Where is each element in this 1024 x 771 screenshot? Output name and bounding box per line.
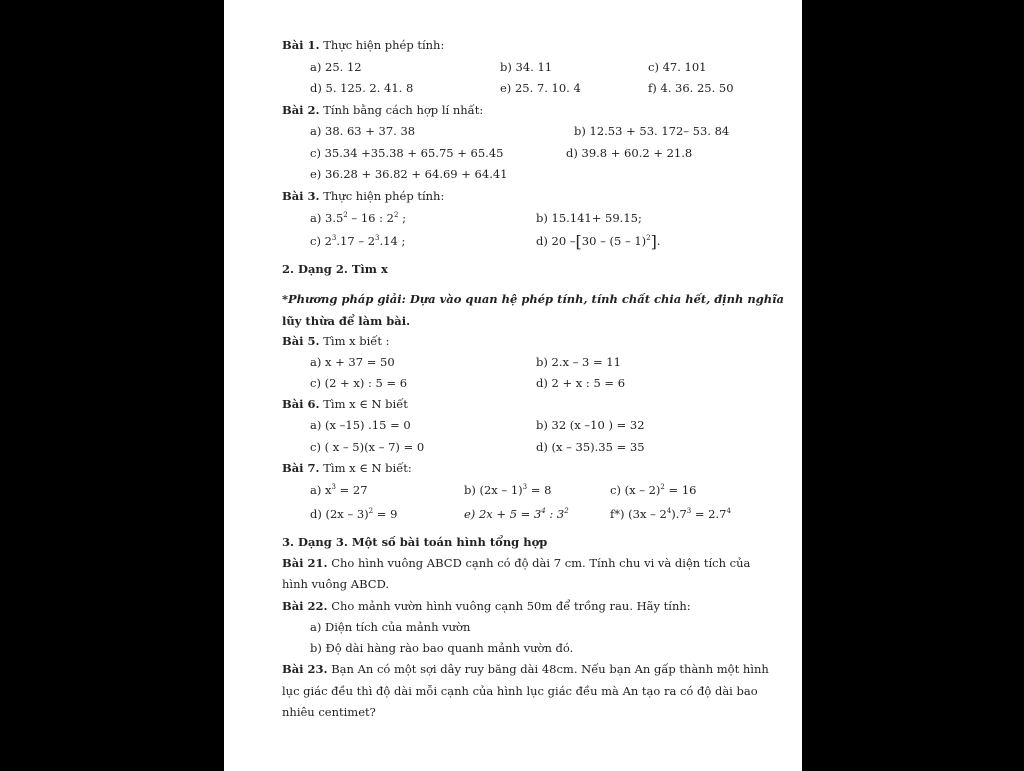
bai-7-f: f*) $(3x - 2^4).7^3 = 2.7^4$ bbox=[610, 507, 731, 521]
bai-2-a: a) 38. 63 + 37. 38 bbox=[310, 124, 416, 138]
bai-6-heading bbox=[282, 397, 408, 411]
bai-5-b: b) 2.x – 3 = 11 bbox=[536, 355, 621, 369]
bai-1-heading bbox=[282, 38, 444, 52]
bai-23-line-3: nhiêu centimet? bbox=[282, 705, 376, 719]
bai-2-b: b) 12.53 + 53. 172– 53. 84 bbox=[574, 124, 730, 138]
bai-7-d: d) (2x – 3)$^2$ = 9 bbox=[310, 507, 398, 521]
bai-1-label: Bài 1. bbox=[282, 38, 320, 52]
bai-6-b: b) 32 (x –10 ) = 32 bbox=[536, 418, 645, 432]
bai-1-f: f) 4. 36. 25. 50 bbox=[648, 81, 734, 95]
bai-3-b: b) 15.141+ 59.15; bbox=[536, 211, 642, 225]
bai-5-title: Tìm x biết : bbox=[323, 334, 390, 348]
bai-2-heading bbox=[282, 103, 483, 117]
bai-2-e: e) 36.28 + 36.82 + 64.69 + 64.41 bbox=[310, 167, 508, 181]
bai-2-c: c) 35.34 +35.38 + 65.75 + 65.45 bbox=[310, 146, 504, 160]
bai-1-d: d) 5. 125. 2. 41. 8 bbox=[310, 81, 414, 95]
bai-6-d: d) (x – 35).35 = 35 bbox=[536, 440, 645, 454]
bai-23-label: Bài 23. bbox=[282, 662, 328, 676]
bai-22-a: a) Diện tích của mảnh vườn bbox=[310, 620, 471, 634]
bai-1-e: e) 25. 7. 10. 4 bbox=[500, 81, 581, 95]
bai-3-title: Thực hiện phép tính: bbox=[323, 189, 445, 203]
bai-1-a: a) 25. 12 bbox=[310, 60, 362, 74]
bai-7-b: b) (2x – 1)$^3$ = 8 bbox=[464, 483, 552, 497]
bai-5-a: a) x + 37 = 50 bbox=[310, 355, 395, 369]
bai-5-d: d) 2 + x : 5 = 6 bbox=[536, 376, 626, 390]
document-page bbox=[224, 0, 802, 771]
bai-7-c: c) (x – 2)$^2$ = 16 bbox=[610, 483, 697, 497]
section-3-heading: 3. Dạng 3. Một số bài toán hình tổng hợp bbox=[282, 535, 548, 549]
bai-5-heading bbox=[282, 334, 390, 348]
bai-6-c: c) ( x – 5)(x – 7) = 0 bbox=[310, 440, 425, 454]
bai-1-title: Thực hiện phép tính: bbox=[323, 38, 445, 52]
bai-21-label: Bài 21. bbox=[282, 556, 328, 570]
bai-6-a: a) (x –15) .15 = 0 bbox=[310, 418, 411, 432]
bai-2-title: Tính bằng cách hợp lí nhất: bbox=[323, 103, 484, 117]
bai-2-label: Bài 2. bbox=[282, 103, 320, 117]
bai-7-heading bbox=[282, 461, 412, 475]
bai-21-line-1: Bài 21. Cho hình vuông ABCD cạnh có độ dài 7 cm. Tính chu vi và diện tích của bbox=[282, 556, 751, 570]
method-line-2: lũy thừa để làm bài. bbox=[282, 314, 411, 328]
bai-7-title: Tìm x ∈ N biết: bbox=[323, 461, 412, 475]
bai-1-b: b) 34. 11 bbox=[500, 60, 553, 74]
bai-1-c: c) 47. 101 bbox=[648, 60, 707, 74]
bai-21-line-2: hình vuông ABCD. bbox=[282, 577, 390, 591]
bai-23-line-1: Bài 23. Bạn An có một sợi dây ruy băng dài 48cm. Nếu bạn An gấp thành một hình bbox=[282, 662, 769, 676]
bai-3-c: c) $2^3.17 - 2^3.14$ ; bbox=[310, 234, 406, 248]
section-2-heading: 2. Dạng 2. Tìm x bbox=[282, 262, 388, 276]
bai-6-title: Tìm x ∈ N biết bbox=[323, 397, 408, 411]
bai-7-label: Bài 7. bbox=[282, 461, 320, 475]
bai-5-c: c) (2 + x) : 5 = 6 bbox=[310, 376, 408, 390]
bai-22-line-1: Bài 22. Cho mảnh vườn hình vuông cạnh 50m để trồng rau. Hãy tính: bbox=[282, 599, 691, 613]
bai-3-heading bbox=[282, 189, 444, 203]
bai-2-d: d) 39.8 + 60.2 + 21.8 bbox=[566, 146, 693, 160]
bai-7-a: a) $x^3 = 27$ bbox=[310, 483, 368, 497]
bai-3-label: Bài 3. bbox=[282, 189, 320, 203]
method-line-1: *Phương pháp giải: Dựa vào quan hệ phép tính, tính chất chia hết, định nghĩa bbox=[282, 292, 784, 306]
bai-22-label: Bài 22. bbox=[282, 599, 328, 613]
bai-3-a: a) $3.5^2 - 16$ : $2^2$ ; bbox=[310, 211, 406, 225]
bai-7-e: e) $2x + 5 = 3^4$ : $3^2$ bbox=[464, 507, 569, 521]
bai-3-d: d) 20 –[30 – (5 – 1)$^2$]. bbox=[536, 232, 661, 251]
bai-6-label: Bài 6. bbox=[282, 397, 320, 411]
bai-23-line-2: lục giác đều thì độ dài mỗi cạnh của hình lục giác đều mà An tạo ra có độ dài bao bbox=[282, 684, 758, 698]
bai-22-b: b) Độ dài hàng rào bao quanh mảnh vườn đó. bbox=[310, 641, 574, 655]
bai-5-label: Bài 5. bbox=[282, 334, 320, 348]
